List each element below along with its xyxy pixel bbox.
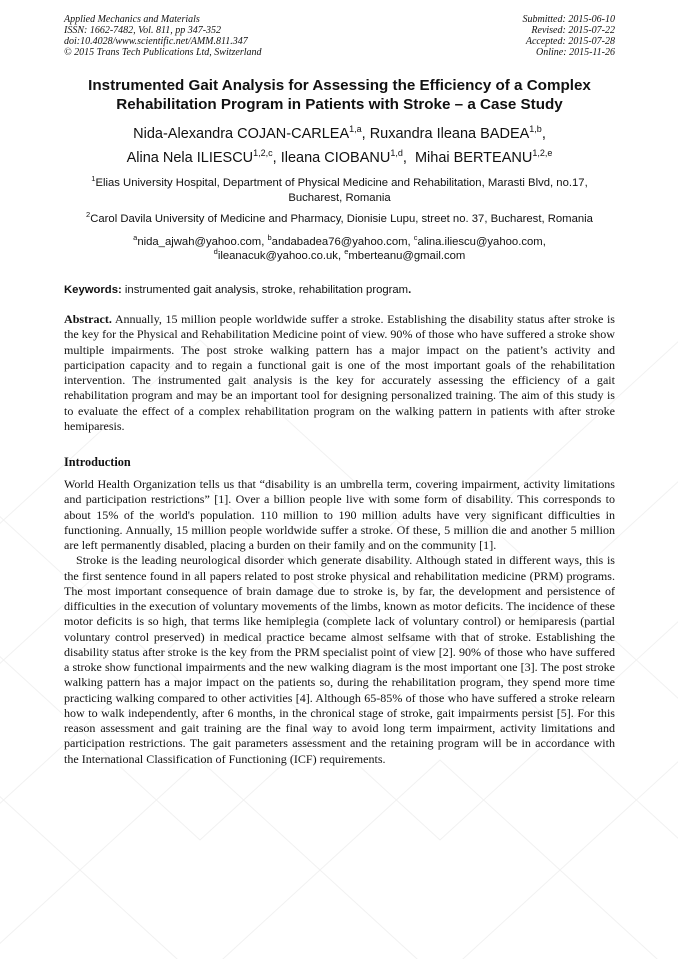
email-marker: c xyxy=(413,233,418,243)
affiliation-1 xyxy=(64,176,615,206)
author-superscript: 1,2,e xyxy=(532,148,553,159)
email-marker: e xyxy=(344,247,349,257)
keywords-text: instrumented gait analysis, stroke, rehabilitation program xyxy=(124,284,409,296)
accepted-date: Accepted: 2015-07-28 xyxy=(525,36,615,47)
keywords-period: . xyxy=(408,284,412,296)
email-marker: d xyxy=(213,247,218,257)
abstract-text: Annually, 15 million people worldwide suffer a stroke. Establishing the disability status after stroke is the key for the Physical and Rehabilitation Medicine point of view. 90% of those who have suffered a stroke show multiple impairments. The post stroke walking pattern has a major impact on the patient’s activity and participation capacity and to regain a functional gait is one of the most important goals of the rehabilitation intervention. The instrumented gait analysis is the key for accurately assessing the efficiency of a gait rehabilitation program and may be an important tool for designing personalized training. The aim of this study is to evaluate the effect of a complex rehabilitation program on the walking pattern in patients with after stroke hemiparesis. xyxy=(64,312,616,433)
abstract-paragraph xyxy=(64,312,615,434)
keywords-label: Keywords: xyxy=(64,284,122,296)
revised-date: Revised: 2015-07-22 xyxy=(531,25,615,36)
affiliation-text: Carol Davila University of Medicine and Pharmacy, Dionisie Lupu, street no. 37, Bucharest, Romania xyxy=(90,213,593,225)
paper-title xyxy=(64,76,615,114)
title-line-1: Instrumented Gait Analysis for Assessing the Efficiency of a Complex xyxy=(88,77,591,94)
author-name: Nida-Alexandra COJAN-CARLEA xyxy=(133,126,350,142)
affiliation-2 xyxy=(64,212,615,227)
paper-page xyxy=(64,14,615,767)
issn-line: ISSN: 1662-7482, Vol. 811, pp 347-352 xyxy=(64,25,222,36)
journal-name: Applied Mechanics and Materials xyxy=(64,14,200,25)
author-superscript: 1,2,c xyxy=(253,148,273,159)
author-superscript: 1,b xyxy=(529,124,542,135)
author-name: Alina Nela ILIESCU xyxy=(126,150,254,166)
online-date: Online: 2015-11-26 xyxy=(536,47,615,58)
email-address: alina.iliescu@yahoo.com xyxy=(417,236,543,248)
email-address: ileanacuk@yahoo.co.uk xyxy=(217,250,338,262)
author-name: Mihai BERTEANU xyxy=(414,150,533,166)
introduction-heading: Introduction xyxy=(64,455,131,469)
introduction-paragraph-2: Stroke is the leading neurological disorder which generate disability. Although stated in different ways, this is the first sentence found in all papers related to post stroke physical and rehabilitation medicine (PRM) programs. The most important consequence of brain damage due to stroke is, by far, the development and persistence of difficulties in the execution of voluntary movements of the limbs, known as motor deficits. The incidence of these motor deficits is so high, that terms like hemiplegia (complete lack of voluntary control) or hemiparesis (partial voluntary control preserved) in medical practice became almost selfsame with that of stroke. Establishing the disability status after stroke is the key from the PRM specialist point of view [2]. 90% of those who have suffered a stroke show functional impairments and the new walking diagram is the most important one [3]. The post stroke walking pattern has a major impact on the patients so, during the rehabilitation program, they spend more time practicing walking compared to other activities [4]. Although 65-85% of those who have suffered a stroke relearn how to walk independently, after 6 months, in the chronical stage of stroke, gait impairments persist [5]. For this reason assessment and gait training are the final way to avoid long term impairment, activity limitations and participation restrictions. The gait parameters assessment and the retaining program will be in accordance with the International Classification of Functioning (ICF) requirements. xyxy=(64,553,615,766)
author-name: Ileana CIOBANU xyxy=(280,150,391,166)
author-superscript: 1,a xyxy=(349,124,362,135)
email-address: andabadea76@yahoo.com xyxy=(271,236,408,248)
title-line-2: Rehabilitation Program in Patients with Stroke – a Case Study xyxy=(116,96,563,113)
affiliation-marker: 1 xyxy=(91,174,96,184)
email-marker: a xyxy=(133,233,138,243)
journal-header xyxy=(64,14,615,58)
author-name: Ruxandra Ileana BADEA xyxy=(369,126,530,142)
affiliation-text: Elias University Hospital, Department of Physical Medicine and Rehabilitation, Marasti Blvd, no.17, Bucharest, Romania xyxy=(95,177,588,204)
copyright-line: © 2015 Trans Tech Publications Ltd, Switzerland xyxy=(64,47,262,58)
introduction-paragraph-1: World Health Organization tells us that “disability is an umbrella term, covering impairment, activity limitations and participation restrictions” [1]. Over a billion people live with some form of disability. This corresponds to about 15% of the world's population. 110 million to 190 million adults have very significant difficulties in functioning. Annually, 15 million people worldwide suffer a stroke. Of these, 5 million die and another 5 million are left permanently disabled, placing a burden on their family and on the community [1]. xyxy=(64,477,615,552)
email-marker: b xyxy=(267,233,272,243)
email-address: nida_ajwah@yahoo.com xyxy=(137,236,262,248)
author-list: Nida-Alexandra COJAN-CARLEA$^{1,a}$, Ruxandra Ileana BADEA$^{1,b}$, Alina Nela ILIESCU$^{1,2,c}$, Ileana CIOBANU$^{1,d}$, Mihai BERTEANU$^{1,2,e}$ xyxy=(126,124,553,166)
email-list: $^a$nida_ajwah@yahoo.com, $^b$andabadea76@yahoo.com, $^c$alina.iliescu@yahoo.com, $^d$ileanacuk@yahoo.co.uk, $^e$mberteanu@gmail.com xyxy=(133,233,546,262)
doi-line: doi:10.4028/www.scientific.net/AMM.811.347 xyxy=(64,36,248,47)
submission-dates xyxy=(523,14,616,58)
submitted-date: Submitted: 2015-06-10 xyxy=(522,14,615,25)
journal-info xyxy=(64,14,262,58)
affiliation-marker: 2 xyxy=(86,210,91,220)
email-address: mberteanu@gmail.com xyxy=(348,250,466,262)
author-superscript: 1,d xyxy=(390,148,403,159)
keywords-line xyxy=(64,284,615,296)
abstract-label: Abstract. xyxy=(64,312,112,326)
